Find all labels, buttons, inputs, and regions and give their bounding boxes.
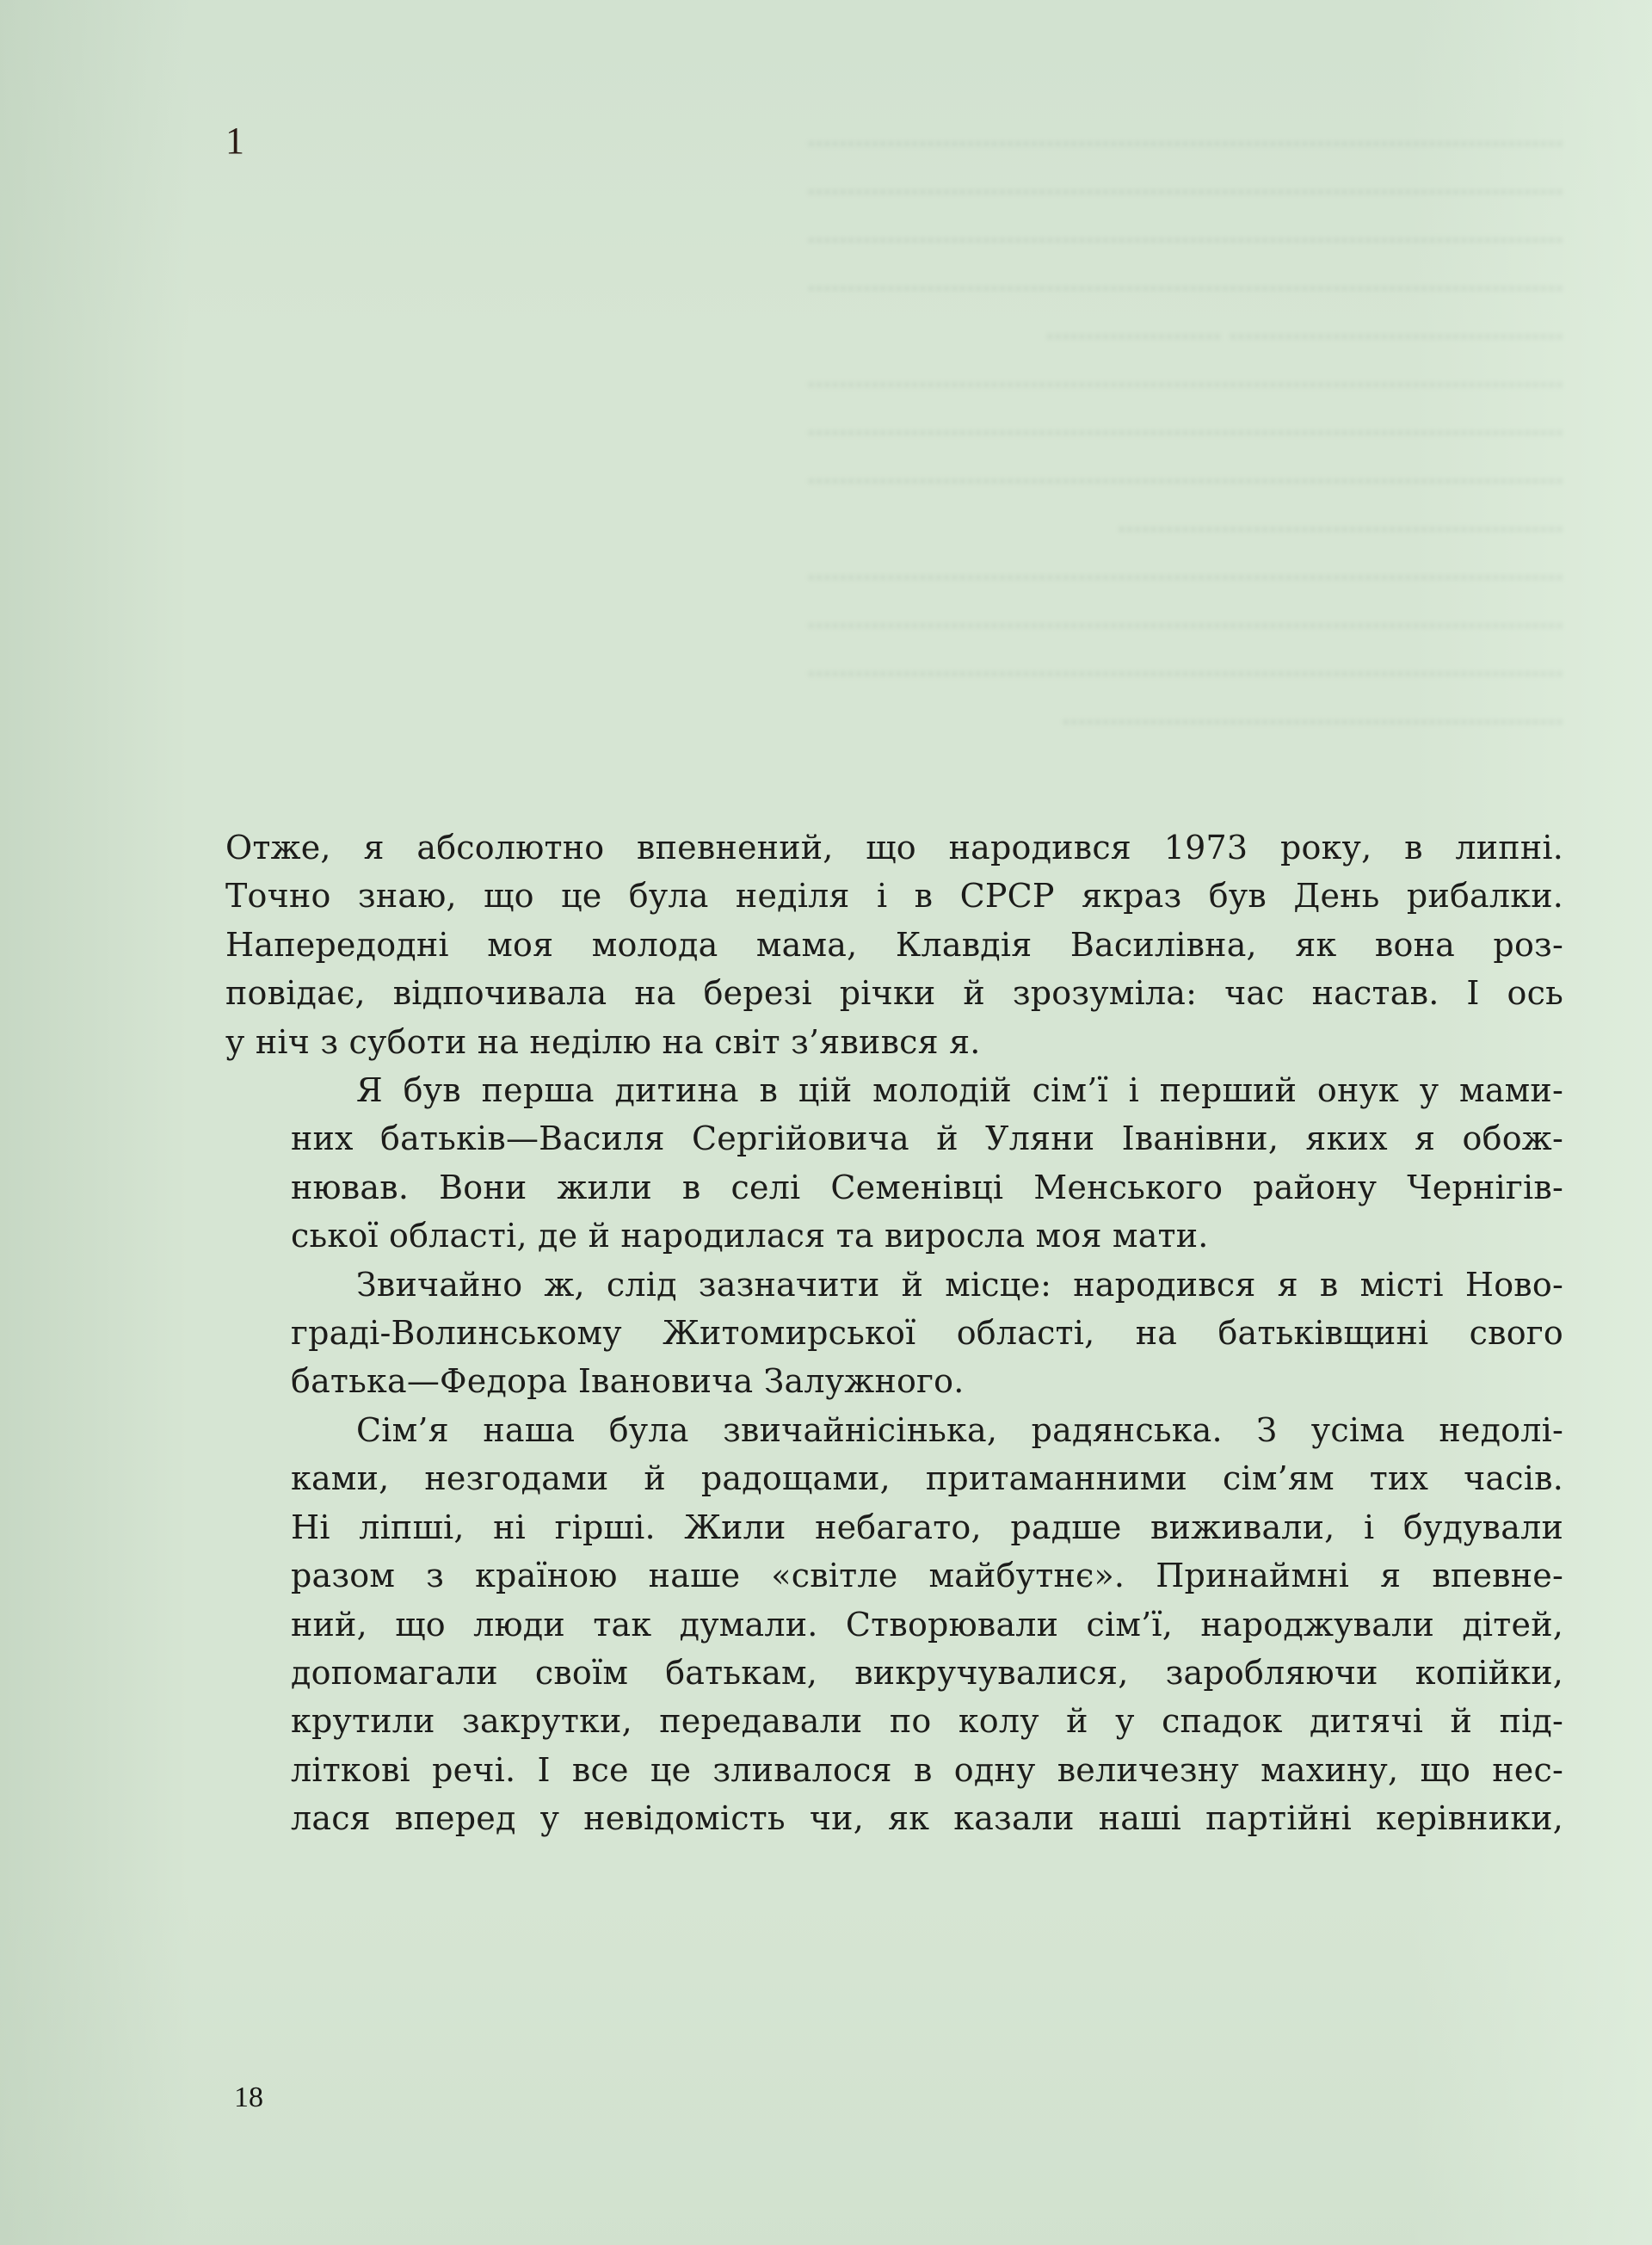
text-line: Напередодні моя молода мама, Клавдія Василівна, як вона роз- [225, 925, 1563, 964]
show-through-line: ............................................................................................... [807, 359, 1563, 394]
text-line: крутили закрутки, передавали по колу й у спадок дитячі й під- [291, 1702, 1563, 1741]
show-through-text [225, 112, 1563, 738]
text-line: літкові речі. І все це зливалося в одну величезну махину, що нес- [291, 1750, 1563, 1789]
text-line: разом з країною наше «світле майбутнє». Принаймні я впевне- [291, 1557, 1563, 1595]
text-line: Сім’я наша була звичайнісінька, радянська. З усіма недолі- [356, 1410, 1563, 1449]
show-through-line: ............................................................... [1062, 696, 1563, 731]
show-through-line: ............................................................................................... [807, 166, 1563, 201]
text-line: ний, що люди так думали. Створювали сім’ї, народжували дітей, [291, 1605, 1563, 1644]
show-through-line: ............................................................................................... [807, 455, 1563, 490]
text-line: Точно знаю, що це була неділя і в СРСР якраз був День рибалки. [225, 877, 1563, 916]
show-through-line: ........................................................ [1118, 503, 1563, 539]
text-line: нював. Вони жили в селі Семенівці Менського району Чернігів- [291, 1168, 1563, 1206]
text-line: ками, незгодами й радощами, притаманними сім’ям тих часів. [291, 1459, 1563, 1498]
text-line: у ніч з суботи на неділю на світ з’явився я. [225, 1022, 981, 1061]
body-text [225, 823, 1563, 1843]
show-through-line: ............................................................................................... [807, 118, 1563, 153]
show-through-line: ............................................................................................... [807, 600, 1563, 635]
paragraph-2 [225, 1066, 1563, 1261]
text-line: них батьків—Василя Сергійовича й Уляни Іванівни, яких я обож- [291, 1119, 1563, 1158]
show-through-line: ............................................................................................... [807, 262, 1563, 298]
text-line: повідає, відпочивала на березі річки й зрозуміла: час настав. І ось [225, 974, 1563, 1013]
paragraph-1 [225, 823, 1563, 1066]
page-number: 18 [234, 2082, 263, 2113]
paragraph-3 [225, 1261, 1563, 1406]
show-through-line: ............................................................................................... [807, 407, 1563, 442]
text-line: Отже, я абсолютно впевнений, що народився 1973 року, в липні. [225, 829, 1563, 867]
show-through-line: ............................................................................................... [807, 214, 1563, 250]
text-line: батька—Федора Івановича Залужного. [291, 1362, 965, 1401]
text-line: Ні ліпші, ні гірші. Жили небагато, радше виживали, і будували [291, 1508, 1563, 1546]
show-through-line: ............................................................................................... [807, 648, 1563, 683]
show-through-line: .......................................... ...................... [1045, 311, 1563, 346]
text-line: ської області, де й народилася та виросла моя мати. [291, 1217, 1209, 1255]
text-line: Я був перша дитина в цій молодій сім’ї і перший онук у мами- [356, 1071, 1563, 1110]
text-line: Звичайно ж, слід зазначити й місце: народився я в місті Ново- [356, 1265, 1563, 1304]
chapter-number: 1 [225, 120, 244, 162]
show-through-line: ............................................................................................... [807, 552, 1563, 587]
paragraph-4 [225, 1406, 1563, 1843]
text-line: допомагали своїм батькам, викручувалися, заробляючи копійки, [291, 1653, 1563, 1692]
text-line: граді-Волинському Житомирської області, на батьківщині свого [291, 1314, 1563, 1353]
text-line: лася вперед у невідомість чи, як казали наші партійні керівники, [291, 1799, 1563, 1838]
